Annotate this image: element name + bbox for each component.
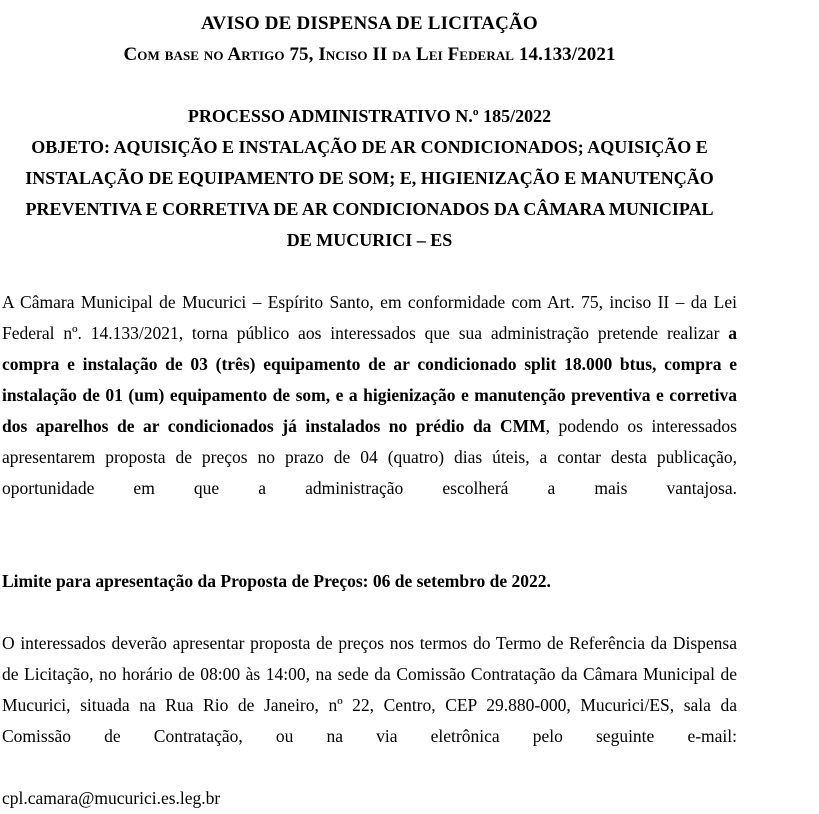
- paragraph-tail-text: , podendo os interessados apresentarem proposta de preços no prazo de 04 (quatro) dias úteis, a contar desta publicação, oportunidade em que a administração escolherá a mais vantajosa.: [2, 416, 737, 498]
- paragraph-gap-2: [2, 597, 737, 628]
- objeto-line-2: INSTALAÇÃO DE EQUIPAMENTO DE SOM; E, HIGIENIZAÇÃO E MANUTENÇÃO: [25, 168, 714, 188]
- proposal-deadline-line: Limite para apresentação da Proposta de Preços: 06 de setembro de 2022.: [2, 571, 551, 591]
- paragraph-gap-1: [2, 535, 737, 566]
- contact-email[interactable]: cpl.camara@mucurici.es.leg.br: [2, 788, 221, 808]
- document-title: AVISO DE DISPENSA DE LICITAÇÃO: [201, 13, 538, 34]
- paragraph-submission-instructions: [2, 628, 737, 783]
- paragraph-intro-text: A Câmara Municipal de Mucurici – Espírito Santo, em conformidade com Art. 75, inciso II – da Lei Federal nº. 14.133/2021, torna público aos interessados que sua administração pretende realizar: [2, 292, 737, 343]
- process-number-line: PROCESSO ADMINISTRATIVO N.º 185/2022: [187, 106, 552, 126]
- objeto-block: [2, 132, 737, 256]
- paragraph-object-description: [2, 287, 737, 535]
- paragraph-object-bold-text: a compra e instalação de 03 (três) equipamento de ar condicionado split 18.000 btus, compra e instalação de 01 (um) equipamento de som, e a higienização e manutenção preventiva e corretiva dos aparelhos de ar condicionados já instalados no prédio da CMM: [2, 323, 737, 436]
- submission-instructions-text: O interessados deverão apresentar proposta de preços nos termos do Termo de Referência da Dispensa de Licitação, no horário de 08:00 às 14:00, na sede da Comissão Contratação da Câmara Municipal de Mucurici, situada na Rua Rio de Janeiro, nº 22, Centro, CEP 29.880-000, Mucurici/ES, sala da Comissão de Contratação, ou na via eletrônica pelo seguinte e-mail:: [2, 633, 737, 746]
- objeto-line-1: OBJETO: AQUISIÇÃO E INSTALAÇÃO DE AR CONDICIONADOS; AQUISIÇÃO E: [31, 137, 708, 157]
- document-heading: [2, 8, 737, 256]
- objeto-line-4: DE MUCURICI – ES: [286, 230, 453, 250]
- heading-spacer: [2, 70, 737, 101]
- heading-body-spacer: [2, 256, 737, 287]
- document-subtitle-legal-basis: Com base no Artigo 75, Inciso II da Lei Federal 14.133/2021: [123, 44, 616, 65]
- objeto-line-3: PREVENTIVA E CORRETIVA DE AR CONDICIONADOS DA CÂMARA MUNICIPAL: [25, 199, 714, 219]
